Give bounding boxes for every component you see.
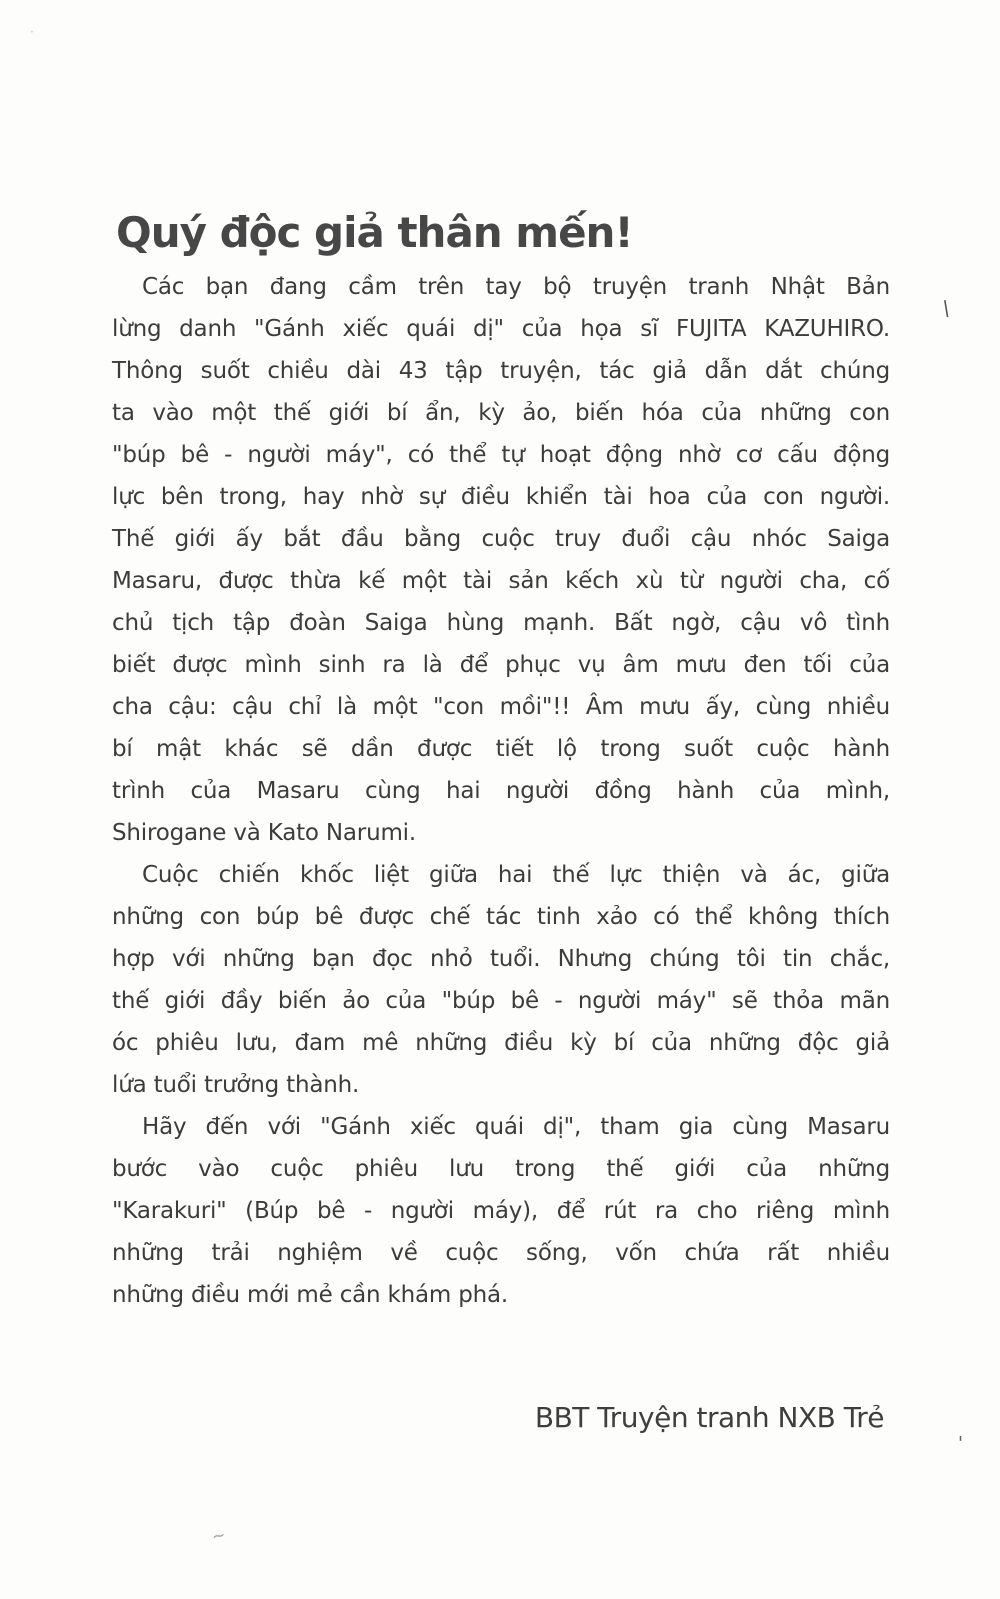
text-line: những trải nghiệm về cuộc sống, vốn chứa rất nhiều — [112, 1240, 890, 1266]
scan-speck-icon: ~ — [210, 1524, 228, 1547]
text-line: Masaru, được thừa kế một tài sản kếch xù từ người cha, cố — [112, 568, 890, 594]
text-line: thế giới đầy biến ảo của "búp bê - người máy" sẽ thỏa mãn — [112, 988, 890, 1014]
scan-speck-icon: ' — [958, 1433, 963, 1454]
text-line: Hãy đến với "Gánh xiếc quái dị", tham gia cùng Masaru — [142, 1114, 890, 1140]
page-title: Quý độc giả thân mến! — [116, 208, 633, 258]
text-line: bí mật khác sẽ dần được tiết lộ trong suốt cuộc hành — [112, 736, 890, 762]
text-line: bước vào cuộc phiêu lưu trong thế giới của những — [112, 1156, 890, 1182]
text-line: Thông suốt chiều dài 43 tập truyện, tác giả dẫn dắt chúng — [112, 358, 890, 384]
text-line: lứa tuổi trưởng thành. — [112, 1072, 360, 1098]
text-line: Các bạn đang cầm trên tay bộ truyện tranh Nhật Bản — [142, 274, 890, 300]
text-line: lực bên trong, hay nhờ sự điều khiển tài hoa của con người. — [112, 484, 890, 510]
text-line: biết được mình sinh ra là để phục vụ âm mưu đen tối của — [112, 652, 890, 678]
text-line: những con búp bê được chế tác tinh xảo có thể không thích — [112, 904, 890, 930]
text-line: Cuộc chiến khốc liệt giữa hai thế lực thiện và ác, giữa — [142, 862, 890, 888]
paragraph-3 — [112, 1106, 890, 1316]
text-line: "búp bê - người máy", có thể tự hoạt động nhờ cơ cấu động — [112, 442, 890, 468]
paragraph-1 — [112, 266, 890, 854]
body-text — [112, 266, 890, 1316]
text-line: óc phiêu lưu, đam mê những điều kỳ bí của những độc giả — [112, 1030, 890, 1056]
text-line: chủ tịch tập đoàn Saiga hùng mạnh. Bất ngờ, cậu vô tình — [112, 610, 890, 636]
scan-speck-icon: · — [30, 25, 34, 39]
signature-line: BBT Truyện tranh NXB Trẻ — [534, 1401, 884, 1434]
text-line: những điều mới mẻ cần khám phá. — [112, 1282, 509, 1308]
text-line: trình của Masaru cùng hai người đồng hành của mình, — [112, 778, 890, 804]
text-line: lừng danh "Gánh xiếc quái dị" của họa sĩ FUJITA KAZUHIRO. — [112, 316, 890, 342]
text-line: Thế giới ấy bắt đầu bằng cuộc truy đuổi cậu nhóc Saiga — [112, 526, 890, 552]
scan-speck-icon: \ — [941, 295, 952, 321]
text-line: hợp với những bạn đọc nhỏ tuổi. Nhưng chúng tôi tin chắc, — [112, 946, 890, 972]
text-line: ta vào một thế giới bí ẩn, kỳ ảo, biến hóa của những con — [112, 400, 890, 426]
text-line: cha cậu: cậu chỉ là một "con mồi"!! Âm mưu ấy, cùng nhiều — [112, 694, 890, 720]
text-line: Shirogane và Kato Narumi. — [112, 820, 416, 846]
paragraph-2 — [112, 854, 890, 1106]
text-line: "Karakuri" (Búp bê - người máy), để rút ra cho riêng mình — [112, 1198, 890, 1224]
